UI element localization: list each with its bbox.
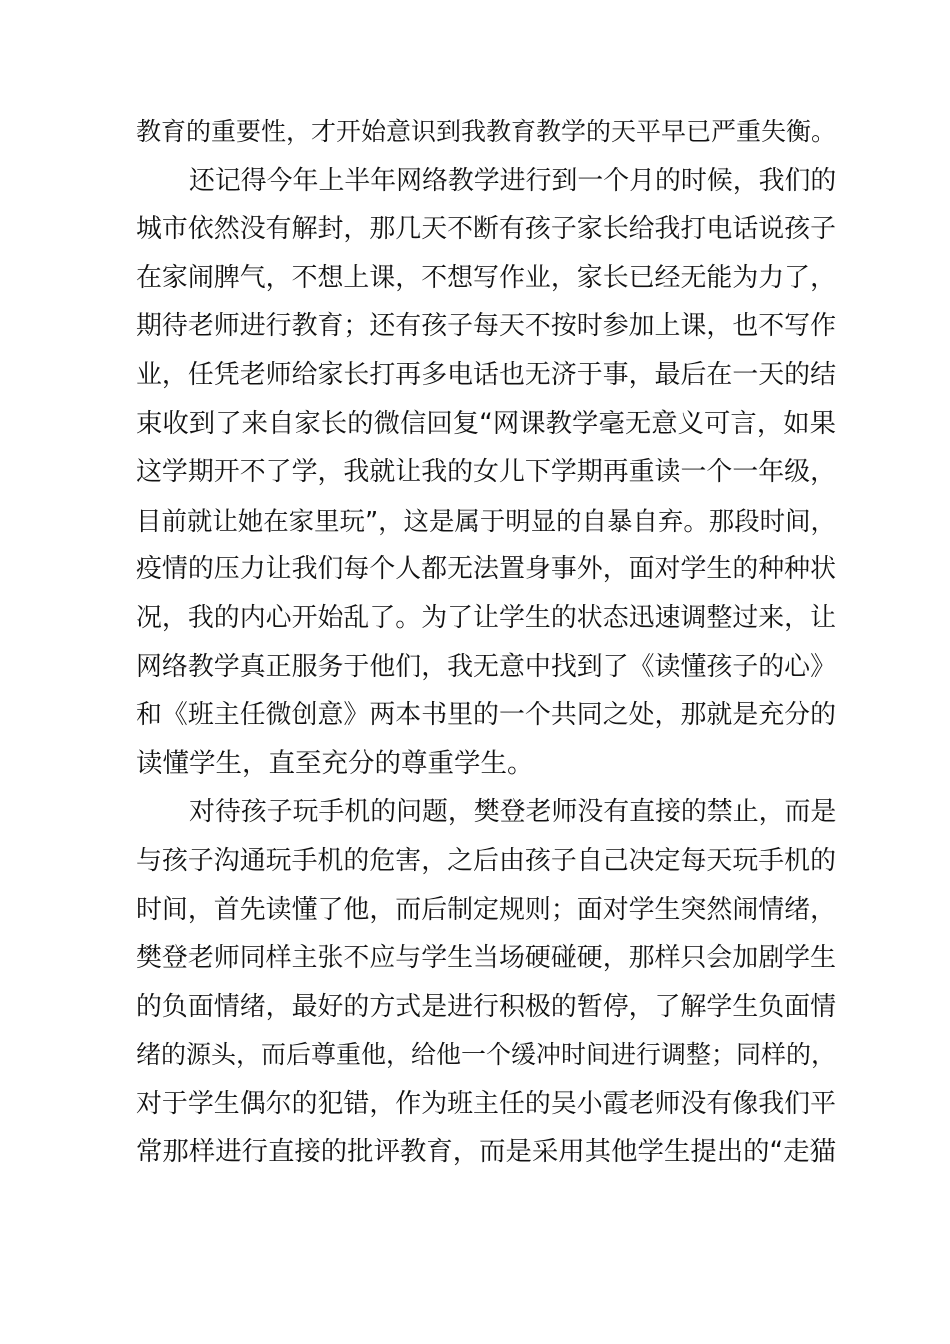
text-line: 绪的源头，而后尊重他，给他一个缓冲时间进行调整；同样的， (136, 1040, 837, 1070)
text-line: 这学期开不了学，我就让我的女儿下学期再重读一个一年级， (136, 457, 836, 488)
text-line: 网络教学真正服务于他们，我无意中找到了《读懂孩子的心》 (136, 651, 836, 682)
text-line: 束收到了来自家长的微信回复“网课教学毫无意义可言，如果 (136, 408, 836, 439)
text-line: 樊登老师同样主张不应与学生当场硬碰硬，那样只会加剧学生 (136, 943, 836, 974)
text-line: 在家闹脾气，不想上课，不想写作业，家长已经无能为力了， (136, 262, 836, 293)
text-line: 时间，首先读懂了他，而后制定规则；面对学生突然闹情绪， (136, 894, 836, 925)
text-line: 和《班主任微创意》两本书里的一个共同之处，那就是充分的 (136, 700, 836, 731)
text-line: 况，我的内心开始乱了。为了让学生的状态迅速调整过来，让 (136, 602, 836, 633)
text-line: 还记得今年上半年网络教学进行到一个月的时候，我们的 (189, 165, 837, 196)
text-line: 的负面情绪，最好的方式是进行积极的暂停，了解学生负面情 (136, 991, 836, 1022)
text-line: 教育的重要性，才开始意识到我教育教学的天平早已严重失衡。 (136, 117, 837, 146)
text-line: 目前就让她在家里玩”，这是属于明显的自暴自弃。那段时间， (136, 505, 836, 536)
body-text (136, 108, 836, 1177)
text-line: 城市依然没有解封，那几天不断有孩子家长给我打电话说孩子 (136, 214, 836, 245)
text-line: 疫情的压力让我们每个人都无法置身事外，面对学生的种种状 (136, 554, 836, 585)
text-line: 期待老师进行教育；还有孩子每天不按时参加上课，也不写作 (136, 311, 836, 342)
text-line: 常那样进行直接的批评教育，而是采用其他学生提出的“走猫 (136, 1137, 836, 1168)
text-line: 与孩子沟通玩手机的危害，之后由孩子自己决定每天玩手机的 (136, 845, 836, 876)
text-line: 对待孩子玩手机的问题，樊登老师没有直接的禁止，而是 (189, 797, 837, 828)
text-line: 业，任凭老师给家长打再多电话也无济于事，最后在一天的结 (136, 359, 836, 390)
text-line: 对于学生偶尔的犯错，作为班主任的吴小霞老师没有像我们平 (136, 1088, 836, 1119)
text-line: 读懂学生，直至充分的尊重学生。 (136, 747, 534, 779)
